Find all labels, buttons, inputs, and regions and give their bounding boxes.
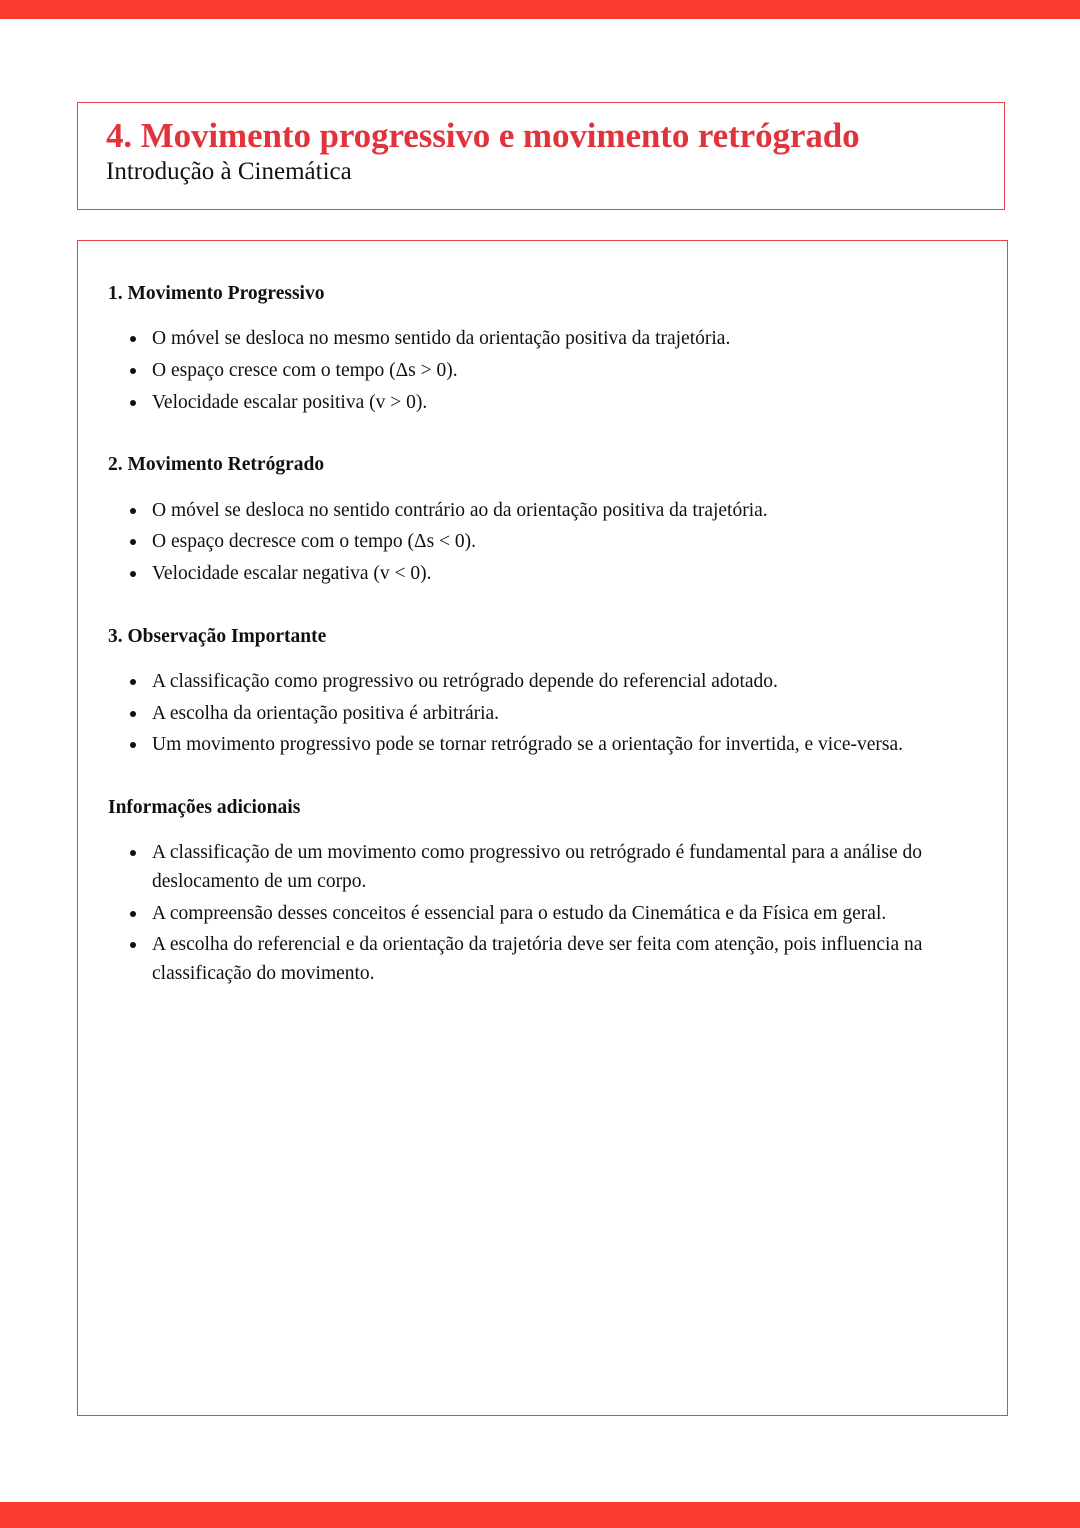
list-item: A classificação como progressivo ou retrógrado depende do referencial adotado. bbox=[108, 668, 967, 697]
main-content-box bbox=[77, 240, 1008, 1416]
bullet-list bbox=[108, 839, 967, 988]
section-heading: 3. Observação Importante bbox=[108, 625, 327, 647]
list-item: O móvel se desloca no sentido contrário ao da orientação positiva da trajetória. bbox=[108, 497, 967, 526]
section-heading: Informações adicionais bbox=[108, 796, 301, 818]
list-item: A escolha do referencial e da orientação da trajetória deve ser feita com atenção, pois influencia na classificação do movimento. bbox=[108, 931, 967, 988]
bullet-list bbox=[108, 668, 967, 760]
list-item: Velocidade escalar negativa (v < 0). bbox=[108, 560, 967, 589]
list-item: A escolha da orientação positiva é arbitrária. bbox=[108, 700, 967, 729]
list-item: A classificação de um movimento como progressivo ou retrógrado é fundamental para a análise do deslocamento de um corpo. bbox=[108, 839, 967, 896]
list-item: O espaço cresce com o tempo (Δs > 0). bbox=[108, 357, 967, 386]
top-accent-bar bbox=[0, 0, 1080, 19]
list-item: O móvel se desloca no mesmo sentido da orientação positiva da trajetória. bbox=[108, 325, 967, 354]
list-item: A compreensão desses conceitos é essencial para o estudo da Cinemática e da Física em geral. bbox=[108, 900, 967, 929]
list-item: O espaço decresce com o tempo (Δs < 0). bbox=[108, 528, 967, 557]
bottom-accent-bar bbox=[0, 1502, 1080, 1528]
list-item: Um movimento progressivo pode se tornar retrógrado se a orientação for invertida, e vice-versa. bbox=[108, 731, 967, 760]
section-movimento-retrogrado bbox=[108, 450, 967, 588]
section-movimento-progressivo bbox=[108, 279, 967, 417]
page-subtitle: Introdução à Cinemática bbox=[106, 157, 352, 185]
section-observacao-importante bbox=[108, 622, 967, 760]
title-header-box bbox=[77, 102, 1005, 210]
bullet-list bbox=[108, 325, 967, 417]
section-informacoes-adicionais bbox=[108, 793, 967, 989]
bullet-list bbox=[108, 497, 967, 589]
list-item: Velocidade escalar positiva (v > 0). bbox=[108, 389, 967, 418]
section-heading: 1. Movimento Progressivo bbox=[108, 283, 325, 304]
section-heading: 2. Movimento Retrógrado bbox=[108, 454, 325, 476]
page-title: 4. Movimento progressivo e movimento retrógrado bbox=[106, 116, 860, 155]
